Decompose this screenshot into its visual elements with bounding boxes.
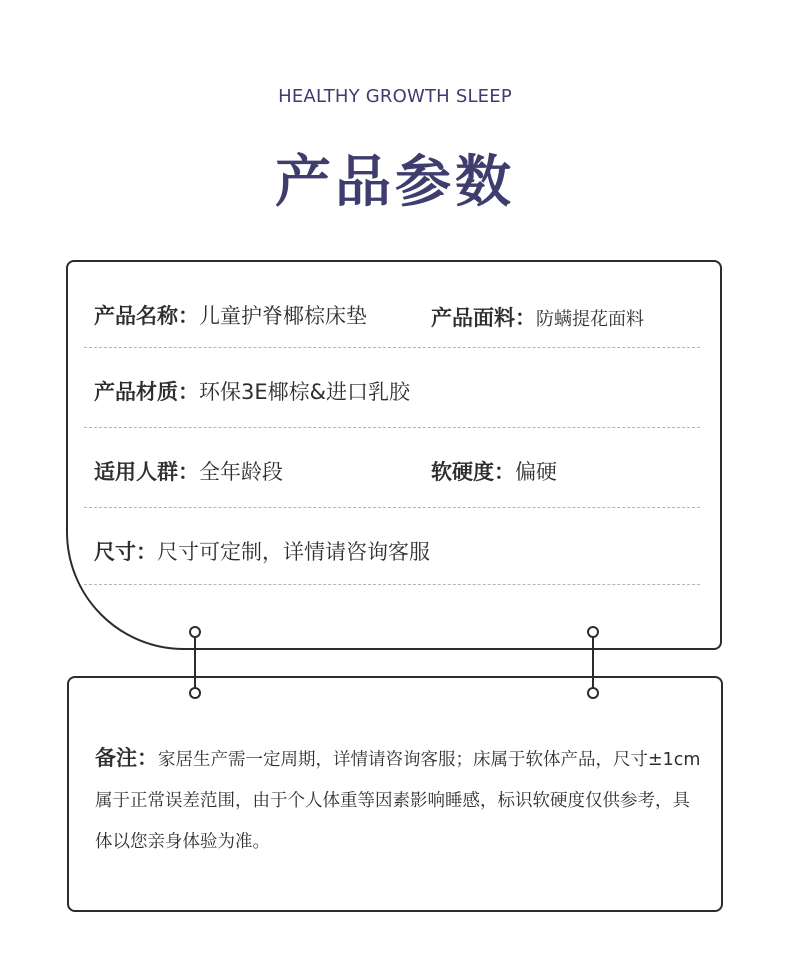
note-block xyxy=(95,738,705,863)
param-fabric-row xyxy=(431,302,644,332)
connector-ring-icon xyxy=(189,626,201,638)
param-name-value: 儿童护脊椰棕床垫 xyxy=(199,304,367,328)
param-firmness-value: 偏硬 xyxy=(515,460,557,484)
section-title: 产品参数 xyxy=(275,150,515,215)
param-audience-value: 全年龄段 xyxy=(199,460,283,484)
param-size-label: 尺寸： xyxy=(94,540,157,564)
param-fabric-label: 产品面料： xyxy=(431,306,536,330)
connector-ring-icon xyxy=(587,626,599,638)
param-audience-label: 适用人群： xyxy=(94,460,199,484)
divider-line xyxy=(84,584,700,585)
note-text: 家居生产需一定周期，详情请咨询客服；床属于软体产品，尺寸±1cm属于正常误差范围，由于个人体重等因素影响睡感，标识软硬度仅供参考，具体以您亲身体验为准。 xyxy=(95,750,701,852)
section-subtitle: HEALTHY GROWTH SLEEP xyxy=(278,86,512,107)
param-name-row xyxy=(94,300,367,330)
param-size-row xyxy=(94,536,430,566)
divider-line xyxy=(84,507,700,508)
note-label: 备注： xyxy=(95,746,158,770)
param-material-value: 环保3E椰棕&进口乳胶 xyxy=(199,380,411,404)
divider-line xyxy=(84,427,700,428)
param-size-value: 尺寸可定制，详情请咨询客服 xyxy=(157,540,430,564)
param-name-label: 产品名称： xyxy=(94,304,199,328)
param-firmness-label: 软硬度： xyxy=(431,460,515,484)
param-firmness-row xyxy=(431,456,557,486)
divider-line xyxy=(84,347,700,348)
param-audience-row xyxy=(94,456,283,486)
param-fabric-value: 防螨提花面料 xyxy=(536,309,644,330)
param-material-label: 产品材质： xyxy=(94,380,199,404)
param-material-row xyxy=(94,376,410,406)
